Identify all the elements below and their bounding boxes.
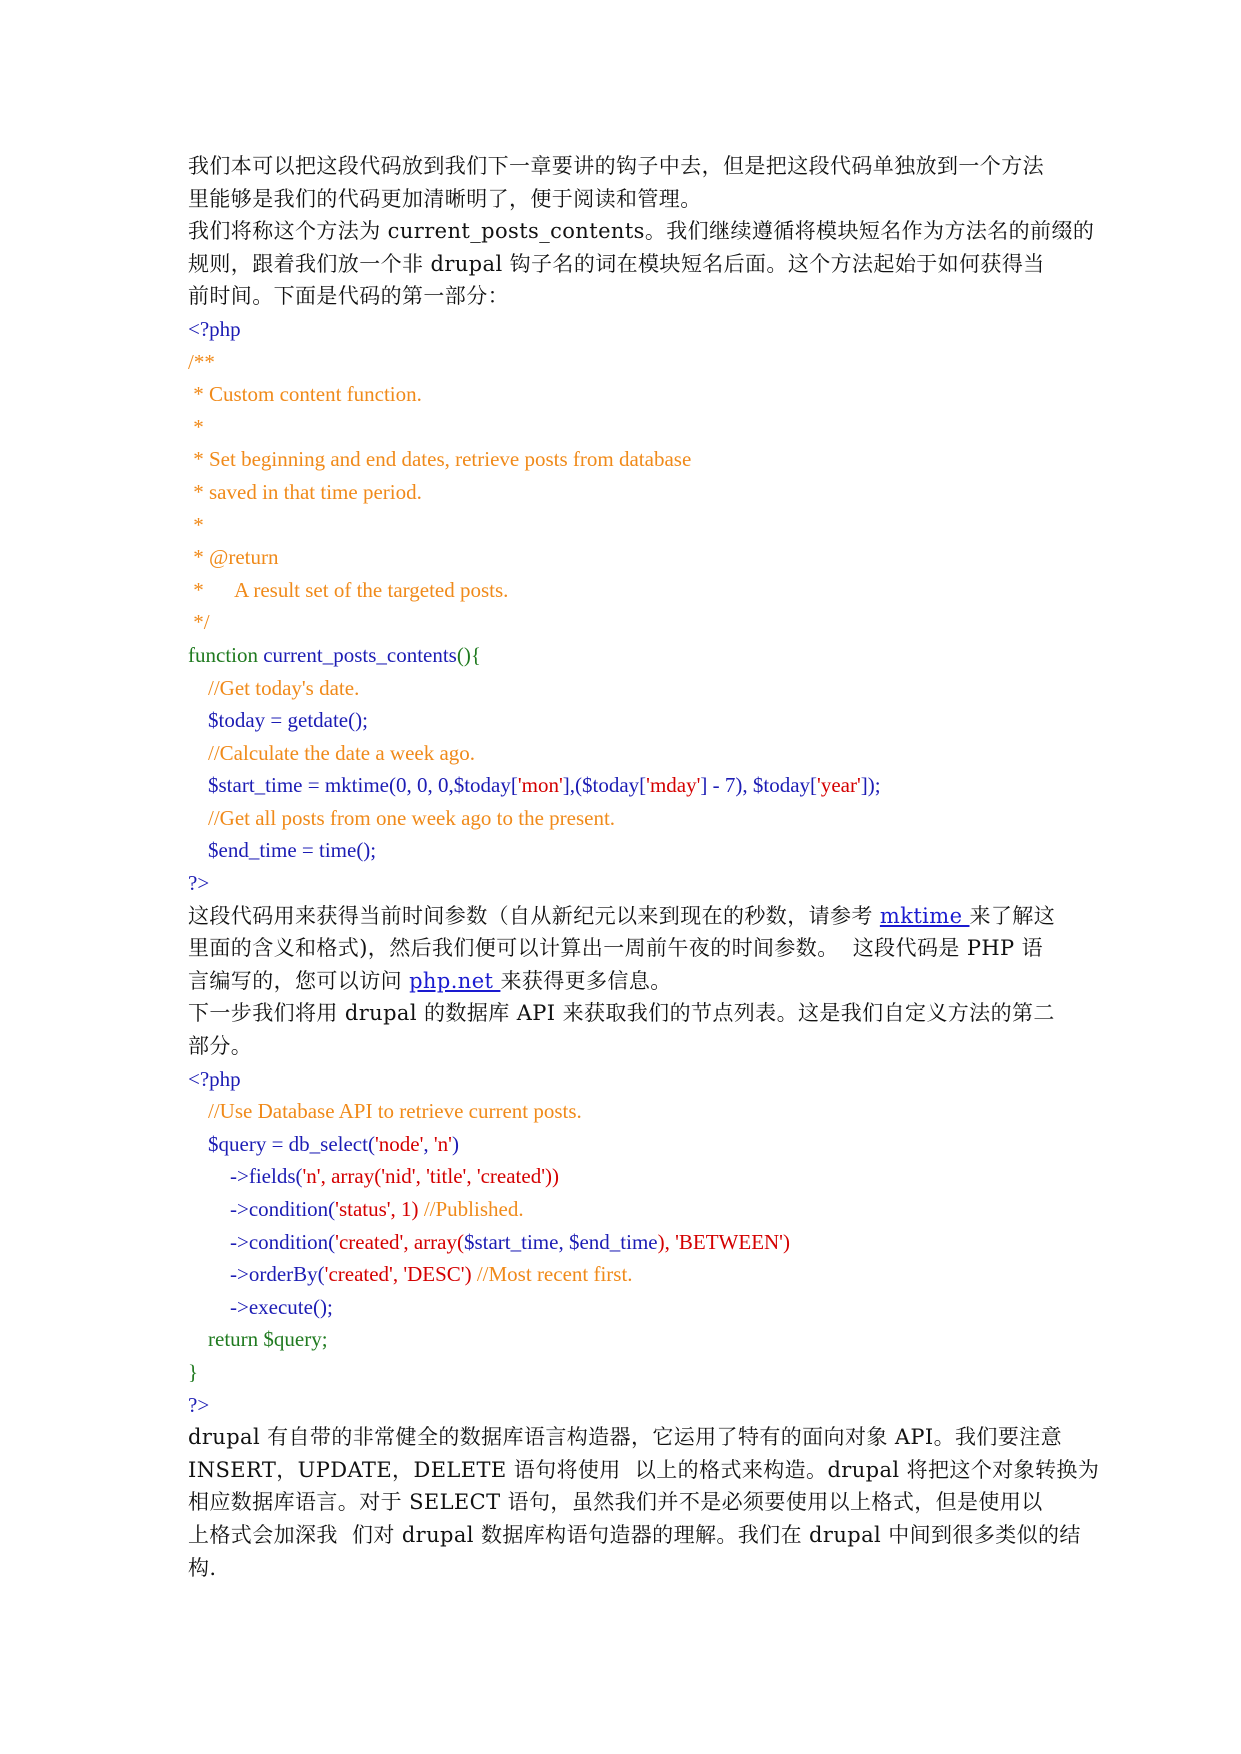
paragraph-conclusion xyxy=(188,1421,1100,1584)
code-comment: //Most recent first. xyxy=(476,1262,633,1287)
string-literal: 'mday' xyxy=(646,773,701,798)
code-comment: //Use Database API to retrieve current posts. xyxy=(208,1099,582,1124)
text-line: 相应数据库语言。对于 SELECT 语句，虽然我们并不是必须要使用以上格式，但是使用以 xyxy=(188,1490,1043,1515)
code-comment: //Published. xyxy=(423,1197,524,1221)
code-fragment: ]); xyxy=(860,773,881,798)
string-literal: 'status', 1) xyxy=(335,1197,424,1221)
php-close-tag: ?> xyxy=(188,871,210,896)
php-net-link[interactable]: php.net xyxy=(409,968,501,993)
doc-comment-line: * @return xyxy=(188,545,279,570)
code-line: return $query; xyxy=(208,1327,328,1352)
text-line: 我们将称这个方法为 current_posts_contents。我们继续遵循将模块短名作为方法名的前缀的 xyxy=(188,219,1095,244)
doc-comment-line: * saved in that time period. xyxy=(188,479,422,504)
code-line xyxy=(188,704,1060,737)
code-line: $end_time = time(); xyxy=(208,838,377,863)
doc-comment-line: * xyxy=(188,512,204,537)
doc-comment-line: * A result set of the targeted posts. xyxy=(188,577,509,602)
function-declaration xyxy=(188,639,1060,672)
code-block-1 xyxy=(188,313,1060,900)
code-block-2 xyxy=(188,1063,1060,1422)
code-fragment: $start_time = mktime(0, 0, 0,$today[ xyxy=(208,773,518,798)
paragraph-next-step xyxy=(188,997,1060,1062)
variable: $today xyxy=(208,708,266,733)
code-line xyxy=(188,1226,1060,1259)
code-fragment: ->fields( xyxy=(230,1164,303,1189)
text-line: 规则，跟着我们放一个非 drupal 钩子名的词在模块短名后面。这个方法起始于如何获得当 xyxy=(188,251,1045,276)
code-fragment: $start_time, $end_time xyxy=(463,1229,658,1254)
paragraph-explanation xyxy=(188,900,1060,998)
keyword-function: function xyxy=(188,642,264,667)
code-line: } xyxy=(188,1359,199,1384)
doc-comment-line: */ xyxy=(188,610,210,635)
text-line: drupal 有自带的非常健全的数据库语言构造器，它运用了特有的面向对象 API。我们要注意 xyxy=(188,1425,1063,1450)
code-fragment: ) xyxy=(451,1131,459,1156)
code-fragment: ->condition( xyxy=(230,1197,336,1221)
code-line xyxy=(188,1160,1060,1193)
text-line xyxy=(188,965,1060,998)
string-literal: 'created', array( xyxy=(335,1229,464,1254)
code-line xyxy=(188,1193,1060,1226)
code-fragment: ] - 7), $today[ xyxy=(700,773,818,798)
code-fragment: ->orderBy( xyxy=(230,1262,325,1287)
doc-comment-line: * Set beginning and end dates, retrieve posts from database xyxy=(188,447,692,472)
string-literal: 'n' xyxy=(433,1131,452,1156)
code-fragment: ) xyxy=(464,1262,477,1287)
string-literal: 'year' xyxy=(817,773,861,798)
text-line: 里能够是我们的代码更加清晰明了，便于阅读和管理。 xyxy=(188,186,702,211)
code-line: ->execute(); xyxy=(230,1294,333,1319)
document-body xyxy=(188,150,1100,1584)
string-literal: 'BETWEEN' xyxy=(675,1229,783,1254)
string-literal: 'mon' xyxy=(517,773,563,798)
php-open-tag: <?php xyxy=(188,316,241,341)
text-line: 我们本可以把这段代码放到我们下一章要讲的钩子中去，但是把这段代码单独放到一个方法 xyxy=(188,154,1044,178)
text-fragment: 言编写的，您可以访问 xyxy=(188,968,410,993)
code-fragment: ) xyxy=(782,1229,790,1254)
function-parens: (){ xyxy=(456,642,481,667)
text-line: 里面的含义和格式)，然后我们便可以计算出一周前午夜的时间参数。 这段代码是 PHP 语 xyxy=(188,936,1044,961)
code-line xyxy=(188,769,1060,802)
code-comment: //Get all posts from one week ago to the present. xyxy=(208,805,616,830)
text-line: 构. xyxy=(188,1555,217,1580)
php-open-tag: <?php xyxy=(188,1066,241,1091)
string-literal: 'node' xyxy=(374,1131,424,1156)
text-line: 前时间。下面是代码的第一部分： xyxy=(188,284,509,309)
paragraph-intro xyxy=(188,150,1060,215)
function-name: current_posts_contents xyxy=(263,642,457,667)
mktime-link[interactable]: mktime xyxy=(879,903,970,928)
text-line: 上格式会加深我 们对 drupal 数据库构语句造器的理解。我们在 drupal 中间到很多类似的结 xyxy=(188,1522,1081,1547)
paragraph-method-name xyxy=(188,215,1095,313)
code-fragment: = getdate(); xyxy=(265,708,368,733)
code-fragment: , xyxy=(423,1131,434,1156)
code-fragment: ],($today[ xyxy=(562,773,647,798)
string-literal: 'n', array('nid', 'title', 'created')) xyxy=(302,1164,559,1189)
php-close-tag: ?> xyxy=(188,1392,210,1417)
text-line xyxy=(188,900,1060,933)
text-fragment: 这段代码用来获得当前时间参数（自从新纪元以来到现在的秒数，请参考 xyxy=(188,903,880,928)
doc-comment-line: /** xyxy=(188,349,215,374)
code-line xyxy=(188,1258,1060,1291)
doc-comment-line: * Custom content function. xyxy=(188,382,422,407)
text-fragment: 来了解这 xyxy=(969,903,1056,928)
code-fragment: $query = db_select( xyxy=(208,1131,375,1156)
code-comment: //Get today's date. xyxy=(208,675,360,700)
code-comment: //Calculate the date a week ago. xyxy=(208,740,476,765)
code-fragment: ), xyxy=(657,1229,676,1254)
doc-comment-line: * xyxy=(188,414,204,439)
code-fragment: ->condition( xyxy=(230,1229,336,1254)
text-fragment: 来获得更多信息。 xyxy=(500,968,672,993)
text-line: 下一步我们将用 drupal 的数据库 API 来获取我们的节点列表。这是我们自定义方法的第二 xyxy=(188,1001,1055,1026)
text-line: 部分。 xyxy=(188,1034,253,1059)
string-literal: 'created', 'DESC' xyxy=(324,1262,465,1287)
text-line: INSERT，UPDATE，DELETE 语句将使用 以上的格式来构造。drupal 将把这个对象转换为 xyxy=(188,1457,1100,1482)
code-line xyxy=(188,1128,1060,1161)
